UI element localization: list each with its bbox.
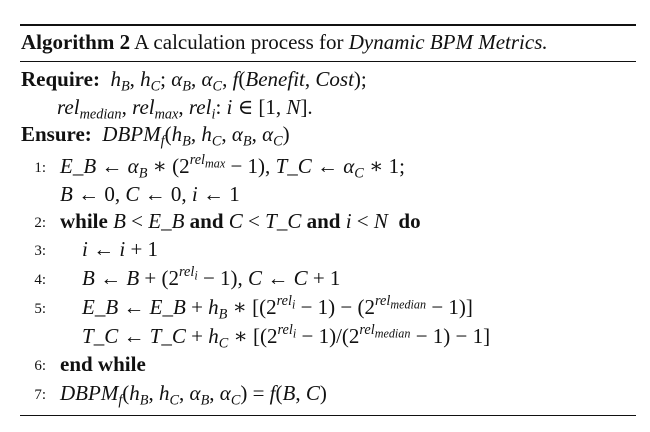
kw-and: and <box>306 209 341 233</box>
line-number: 6: <box>34 358 46 374</box>
kw-while: while <box>60 209 108 233</box>
top-rule <box>20 24 636 26</box>
algo-line-5: E_B ← E_B + $h_B$ ∗ $[(2^{rel_i} - 1) - (2^{rel_{median}} - 1)]$ <box>82 293 473 323</box>
kw-and: and <box>189 209 224 233</box>
line-number: 3: <box>34 243 46 259</box>
caption-emph: Dynamic BPM Metrics. <box>348 30 548 54</box>
require-inputs-2: rel$_{median}$, rel$_{max}$, rel$_i$: i ∈ [1, N]. <box>57 95 313 123</box>
kw-end-while: end while <box>60 352 146 376</box>
algo-line-2: while B < E_B and C < T_C and i < N do <box>60 209 421 233</box>
require-label: Require: <box>21 67 100 91</box>
caption-label: Algorithm 2 <box>21 30 131 54</box>
ensure-label: Ensure: <box>21 122 92 146</box>
algorithm-caption <box>21 29 548 55</box>
bottom-rule <box>20 415 636 416</box>
line-number: 7: <box>34 387 46 403</box>
line-number: 2: <box>34 215 46 231</box>
ensure-line <box>21 121 290 150</box>
algo-line-5b: T_C ← T_C + $h_C$ ∗ $[(2^{rel_i} - 1)/(2^{rel_{median}} - 1) - 1]$ <box>82 322 491 352</box>
algo-line-6 <box>60 351 146 377</box>
algo-line-4: B ← $B + (2^{rel_i} - 1)$, C ← C + 1 <box>82 264 341 290</box>
require-inputs: $h_B$, $h_C$; $\alpha_B$, $\alpha_C$, f(Benefit, Cost); <box>110 67 367 95</box>
algo-line-7: $DBPM_f(h_B$, $h_C$, $\alpha_B$, $\alpha_C) = f(B$, C) <box>60 381 327 409</box>
algo-line-1: E_B ← $\alpha_B$ ∗ $(2^{rel_{max}} - 1)$, T_C ← $\alpha_C$ ∗ 1; <box>60 152 405 182</box>
mid-rule <box>20 61 636 62</box>
ensure-output: $DBPM_f(h_B$, $h_C$, $\alpha_B$, $\alpha_C$) <box>102 122 290 150</box>
line-number: 1: <box>34 160 46 176</box>
require-line-2 <box>57 94 313 123</box>
kw-do: do <box>398 209 421 233</box>
line-number: 4: <box>34 272 46 288</box>
algo-line-3: i ← i + 1 <box>82 237 159 261</box>
algo-line-1b: B ← 0, C ← 0, i ← 1 <box>60 182 240 206</box>
require-line <box>21 66 367 95</box>
caption-text: A calculation process for <box>134 30 344 54</box>
line-number: 5: <box>34 301 46 317</box>
